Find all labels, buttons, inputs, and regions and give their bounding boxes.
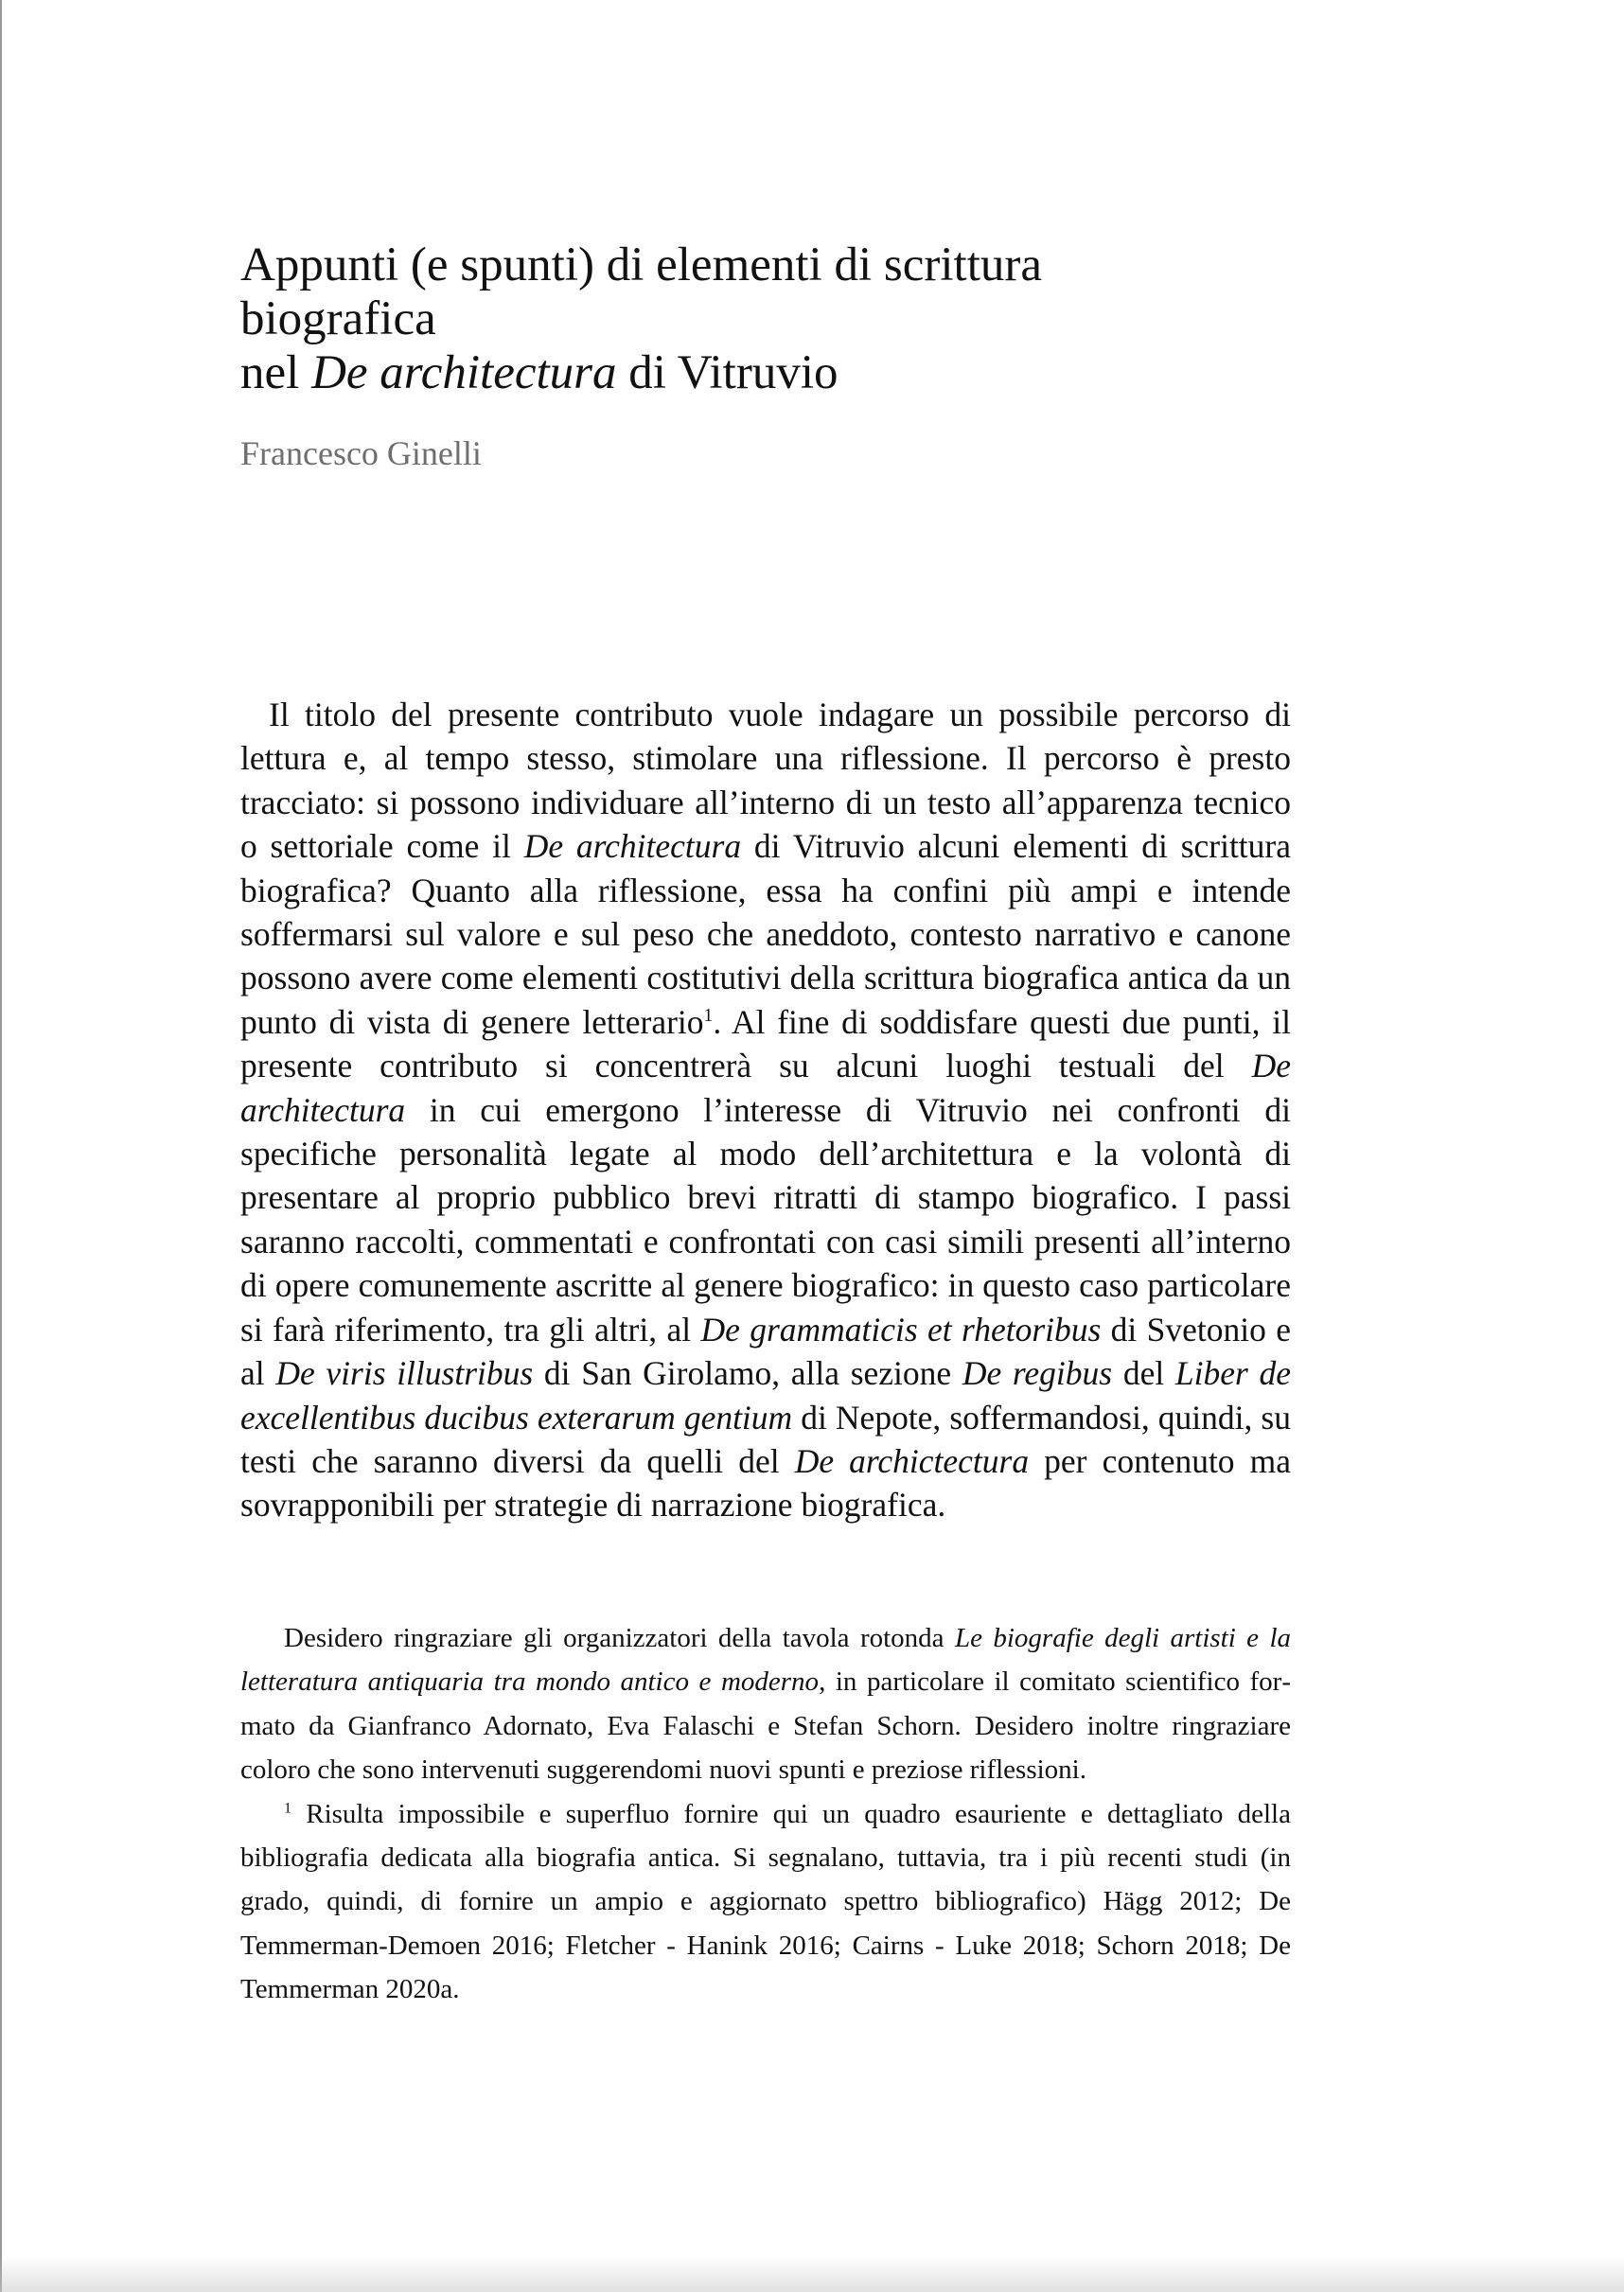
acknowledgement-note bbox=[240, 1616, 1291, 1792]
body-text-7: del bbox=[1112, 1354, 1175, 1393]
body-italic-4: De viris illustribus bbox=[275, 1354, 534, 1393]
body-italic-3: De grammaticis et rhetoribus bbox=[700, 1310, 1102, 1349]
footnotes bbox=[240, 1616, 1291, 2012]
body-text-5: di Svetonio e al bbox=[240, 1310, 1291, 1393]
title-line-3-post: di Vitruvio bbox=[616, 346, 838, 399]
title-line-1: Appunti (e spunti) di elementi di scrittura bbox=[240, 238, 1042, 291]
body-text-6: di San Girolamo, alla sezione bbox=[533, 1354, 962, 1393]
footnote-1 bbox=[240, 1792, 1291, 2012]
footnote-1-marker: 1 bbox=[284, 1799, 291, 1816]
footnote-ref-1[interactable]: 1 bbox=[703, 1006, 714, 1027]
author-name: Francesco Ginelli bbox=[240, 434, 482, 472]
body-italic-1: De architectura bbox=[523, 827, 742, 866]
footnote-1-text: Risulta impossibile e superfluo fornire qui un quadro esauriente e dettagliato della bibliografia dedicata alla biografia antica. Si segnalano, tuttavia, tra i più recenti studi (in grado, quindi, di fornire un ampio e aggiornato spettro bibliografico) Hägg 2012; De Temmerman-Demoen 2016; Fletcher - Hanink 2016; Cairns - Luke 2018; Schorn 2018; De Temmerman 2020a. bbox=[240, 1798, 1291, 2005]
title-block bbox=[240, 238, 1376, 400]
ack-text-italic: Le biografie degli artisti e la letteratura antiquaria tra mondo antico e moderno bbox=[240, 1623, 1292, 1698]
body-text-8: di Nepote, soffermandosi, quindi, su testi che saranno diversi da quelli del bbox=[240, 1398, 1291, 1480]
body-italic-6: Liber de excellentibus ducibus exterarum gentium bbox=[240, 1354, 1291, 1437]
body-italic-5: De regibus bbox=[962, 1354, 1113, 1393]
body-text-1: Il titolo del presente contributo vuole indagare un possibile percorso di lettura e, al tempo stesso, stimolare una riflessione. Il percorso è presto tracciato: si possono individuare all’interno di un testo all’apparenza tecnico o settoriale come il bbox=[240, 696, 1291, 866]
body-text-4: in cui emergono l’interesse di Vitruvio nei confronti di specifiche personalità legate al modo dell’architettura e la volontà di presentare al proprio pubblico brevi ritratti di stampo biografico. I passi saranno raccolti, commentati e confrontati con casi simili presenti all’interno di opere comunemente ascritte al genere biografico: in questo caso particolare si farà riferimento, tra gli altri, al bbox=[240, 1090, 1291, 1349]
title-line-2: biografica bbox=[240, 292, 436, 345]
page-edge bbox=[0, 0, 2, 2292]
page-bottom-shadow bbox=[0, 2256, 1624, 2292]
title-line-3 bbox=[240, 346, 1376, 400]
body-italic-2: De architectura bbox=[240, 1047, 1291, 1129]
body-italic-7: De archictectura bbox=[794, 1441, 1030, 1480]
body-text-2: di Vitruvio alcuni elementi di scrittura biografica? Quanto alla riflessione, essa ha confini più ampi e intende soffermarsi sul valore e sul peso che aneddoto, contesto narrativo e canone possono avere come elementi costitutivi della scrittura biografica antica da un punto di vista di genere letterario bbox=[240, 827, 1291, 1041]
title-line-3-italic: De architectura bbox=[311, 346, 617, 399]
ack-text-pre: Desidero ringraziare gli organizzatori della tavola rotonda bbox=[284, 1623, 955, 1653]
body-text-3: . Al fine di soddisfare questi due punti, il presente contributo si concentrerà su alcuni luoghi testuali del bbox=[240, 1002, 1291, 1085]
article-title bbox=[240, 238, 1376, 400]
ack-text-post: , in particolare il comitato scientifico formato da Gianfranco Adornato, Eva Falaschi e Stefan Schorn. Desidero inoltre ringraziare coloro che sono intervenuti suggerendomi nuovi spunti e preziose riflessioni. bbox=[240, 1666, 1292, 1786]
body-paragraph bbox=[240, 693, 1291, 1527]
body-text-9: per contenuto ma sovrapponibili per strategie di narrazione biografica. bbox=[240, 1441, 1292, 1525]
title-line-3-pre: nel bbox=[240, 346, 312, 399]
